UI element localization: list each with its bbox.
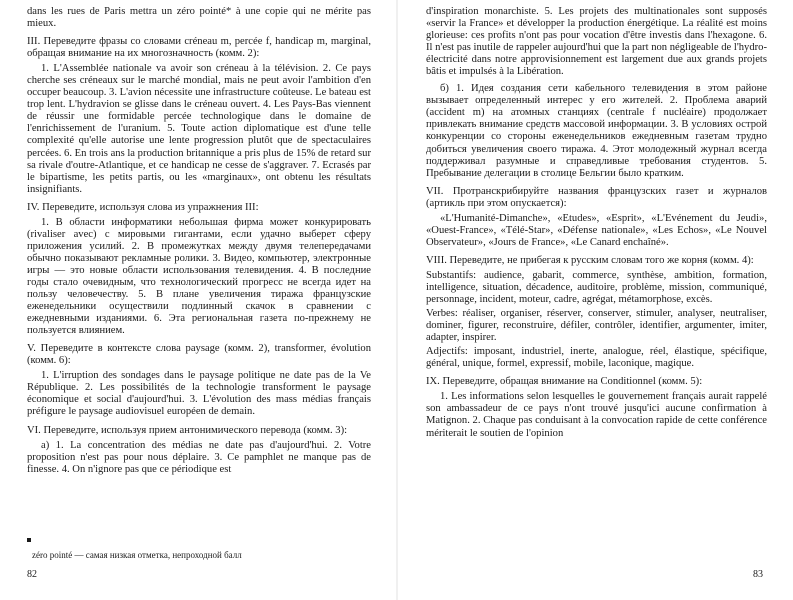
exercise-4-text: 1. В области информатики небольшая фирма может конкурировать (rivaliser avec) с мировыми гигантами, если удачно выберет сферу приложения усилий. 2. В промежутках между двумя телепередачами обычно показывают рекламные ролики. 3. Видео, компьютер, электронные игры — это новые области использования телевидения. 4. В последние годы стало очевидным, что технологический прогресс не всегда идет на пользу человечеству. 5. В плане увеличения тиража французские еженедельники осуществили подлинный скачок в сравнении с ежедневными изданиями. 6. Эта региональная газета по-прежнему не пользуется влиянием. [27,216,371,337]
exercise-7-heading: VII. Протранскрибируйте названия французских газет и журналов (артикль при этом опускается): [426,185,767,209]
page-number-left: 82 [27,569,37,580]
left-line-0: dans les rues de Paris mettra un zéro pointé* à une copie qui ne mérite pas mieux. [27,6,371,30]
exercise-4-heading: IV. Переведите, используя слова из упражнения III: [27,201,259,213]
exercise-8-heading: VIII. Переведите, не прибегая к русским словам того же корня (комм. 4): [426,254,754,266]
page-number-right: 83 [753,569,763,580]
exercise-3-heading: III. Переведите фразы со словами créneau m, percée f, handicap m, marginal, обращая внимание на их многозначность (комм. 2): [27,36,371,60]
exercise-8-substantifs: Substantifs: audience, gabarit, commerce, synthèse, ambition, formation, intelligence, situation, décadence, auditoire, problème, mission, communiqué, personnage, incident, moteur, cadre, agrégat, métamorphose, excès. [426,269,767,306]
exercise-6a-text: a) 1. La concentration des médias ne date pas d'aujourd'hui. 2. Votre proposition n'est pas pour nous déplaire. 3. Ce pamphlet ne manque pas de finesse. 4. On n'ignore pas que ce périodique est [27,439,371,475]
exercise-6-heading: VI. Переведите, используя прием антонимического перевода (комм. 3): [27,424,348,436]
footnote-marker [27,538,31,542]
exercise-3-text: 1. L'Assemblée nationale va avoir son créneau à la télévision. 2. Ce pays cherche ses créneaux sur le marché mondial, mais ne peut avoir l'ambition d'en occuper beaucoup. 3. L'avion nécessite une infrastructure coûteuse. Le bateau est trop lent. L'hydravion se glisse dans le créneau ouvert. 4. Les Pays-Bas viennent de réussir une formidable percée technologique dans le domaine de l'enrichissement de l'uranium. 5. Toute action diplomatique est d'une telle complexité qu'elle autorise une lente progression plutôt que de spectaculaires percées. 6. En trois ans la production britannique a pris plus de 15% de retard sur sa rivale d'outre-Atlantique, et ce handicap ne cesse de s'aggraver. 7. Ecrasés par le bipartisme, les petits partis, ou les «marginaux», ont obtenu les résultats insignifiants. [27,63,371,195]
exercise-8-adjectifs: Adjectifs: imposant, industriel, inerte, analogue, réel, élastique, spécifique, général, unique, formel, expressif, mobile, laconique, magique. [426,346,767,370]
right-page [398,0,793,600]
left-text-column [27,6,371,478]
exercise-9-text: 1. Les informations selon lesquelles le gouvernement français aurait rappelé son ambassadeur de ce pays n'ont trouvé jusqu'ici aucune confirmation à Matignon. 2. Chaque pas conduisant à la convocation rapide de cette conférence mériterait le soutien de l'opinion [426,391,767,439]
exercise-7-text: «L'Humanité-Dimanche», «Etudes», «Esprit», «L'Evénement du Jeudi», «Ouest-France», «Télé-Star», «Défense nationale», «Les Echos», «Le Nouvel Observateur», «Jours de France», «Le Canard enchaîné». [426,212,767,248]
exercise-5-heading: V. Переведите в контексте слова paysage (комм. 2), transformer, évolution (комм. 6): [27,343,371,367]
exercise-6a-continued: d'inspiration monarchiste. 5. Les projets des multinationales sont supposés «servir la France» et développer la production énergétique. La réalité est moins glorieuse: ces profits n'ont pas pour vocation d'être investis dans l'hexagone. 6. Il n'est pas inutile de rappeler aujourd'hui que la part non négligeable de l'hydro-électricité dans notre approvisionnement est largement due aux grands projets bâtis et impulsés à la Libération. [426,6,767,78]
footnote: zéro pointé — самая низкая отметка, непроходной балл [32,550,242,560]
right-text-column [426,6,767,442]
exercise-6b-text: б) 1. Идея создания сети кабельного телевидения в этом районе вызывает определенный интерес у его жителей. 2. Проблема аварий (accident m) на атомных станциях (centrale f nucléaire) продолжает привлекать внимание средств массовой информации. 3. В условиях острой конкуренции со стороны еженедельников ежедневным газетам трудно добиться увеличения своего тиража. 4. Этот молодежный журнал всегда поддерживал разумные и справедливые требования студентов. 5. Пребывание делегации в столице Бельгии было кратким. [426,83,767,179]
exercise-9-heading: IX. Переведите, обращая внимание на Conditionnel (комм. 5): [426,376,703,388]
exercise-5-text: 1. L'irruption des sondages dans le paysage politique ne date pas de la Ve République. 2. Les possibilités de la technologie transforment le paysage économique et social d'aujourd'hui. 3. L'évolution des mass médias français préfigure le paysage audiovisuel européen de demain. [27,370,371,418]
exercise-8-verbes: Verbes: réaliser, organiser, réserver, conserver, stimuler, analyser, neutraliser, dominer, figurer, reconstruire, défiler, contrôler, identifier, argumenter, imiter, adapter, inspirer. [426,308,767,344]
